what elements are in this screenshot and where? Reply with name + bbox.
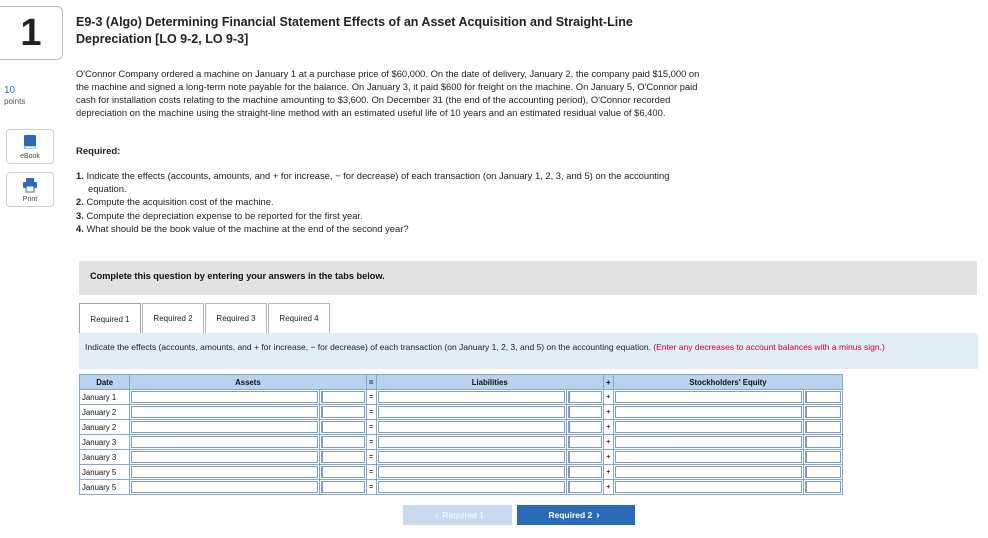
equals-sign: =: [366, 435, 376, 450]
liabilities-amount-input-box[interactable]: [568, 436, 602, 448]
assets-amount-input[interactable]: [320, 465, 366, 480]
header-date: Date: [80, 375, 130, 390]
equity-account-input-box[interactable]: [615, 451, 802, 463]
plus-sign: +: [603, 420, 613, 435]
required-heading: Required:: [76, 146, 121, 157]
equity-account-input-box[interactable]: [615, 436, 802, 448]
assets-account-input[interactable]: [130, 450, 320, 465]
plus-sign: +: [603, 405, 613, 420]
equals-sign: =: [366, 450, 376, 465]
requirement-item: [76, 195, 696, 208]
tab-required-1[interactable]: Required 1: [79, 303, 141, 334]
ebook-label: eBook: [20, 153, 40, 160]
header-equals: =: [366, 375, 376, 390]
liabilities-account-input[interactable]: [376, 465, 566, 480]
requirement-item: [76, 222, 696, 235]
liabilities-account-input[interactable]: [376, 390, 566, 405]
equity-account-input[interactable]: [613, 405, 803, 420]
assets-amount-input-box[interactable]: [321, 421, 364, 433]
equity-account-input[interactable]: [613, 465, 803, 480]
plus-sign: +: [603, 435, 613, 450]
assets-amount-input[interactable]: [320, 390, 366, 405]
assets-amount-input[interactable]: [320, 435, 366, 450]
table-row: [80, 450, 843, 465]
equity-amount-input[interactable]: [803, 450, 842, 465]
liabilities-amount-input-box[interactable]: [568, 406, 602, 418]
equity-amount-input[interactable]: [803, 480, 842, 495]
equity-account-input[interactable]: [613, 450, 803, 465]
question-title: E9-3 (Algo) Determining Financial Statement Effects of an Asset Acquisition and Straight-Line Depreciation [LO 9-2, LO 9-3]: [76, 15, 633, 46]
equals-sign: =: [366, 405, 376, 420]
liabilities-amount-input[interactable]: [566, 450, 603, 465]
requirement-text: What should be the book value of the machine at the end of the second year?: [86, 222, 409, 234]
assets-amount-input[interactable]: [320, 480, 366, 495]
equity-amount-input-box[interactable]: [805, 481, 841, 493]
liabilities-account-input-box[interactable]: [378, 436, 565, 448]
equity-amount-input-box[interactable]: [805, 406, 841, 418]
equity-amount-input-box[interactable]: [805, 421, 841, 433]
liabilities-account-input-box[interactable]: [378, 481, 565, 493]
instructions-note: (Enter any decreases to account balances with a minus sign.): [653, 342, 885, 352]
requirement-text: Compute the acquisition cost of the machine.: [86, 196, 274, 208]
date-cell: January 2: [80, 405, 130, 420]
equals-sign: =: [366, 480, 376, 495]
complete-banner: [79, 261, 977, 295]
requirement-item: [76, 209, 696, 222]
problem-statement: O'Connor Company ordered a machine on January 1 at a purchase price of $60,000. On the date of delivery, January 2, the company paid $15,000 on the machine and signed a long-term note payable for the balance. On January 3, it paid $600 for freight on the machine. On January 5, O'Connor paid cash for installation costs relating to the machine amounting to $3,600. On December 31 (the end of the accounting period), O'Connor recorded depreciation on the machine using the straight-line method with an estimated useful life of 10 years and an estimated residual value of $6,400.: [76, 68, 700, 119]
book-icon: [22, 134, 38, 150]
liabilities-account-input[interactable]: [376, 420, 566, 435]
assets-account-input[interactable]: [130, 480, 320, 495]
requirement-number: 2.: [76, 196, 84, 208]
equity-account-input[interactable]: [613, 390, 803, 405]
print-button[interactable]: [6, 172, 54, 207]
liabilities-amount-input-box[interactable]: [568, 391, 602, 403]
plus-sign: +: [603, 465, 613, 480]
equals-sign: =: [366, 420, 376, 435]
requirement-item: [76, 169, 696, 195]
assets-amount-input-box[interactable]: [321, 436, 364, 448]
prev-button[interactable]: [403, 505, 512, 525]
tab-required-4[interactable]: Required 4: [268, 303, 330, 333]
question-number: 1: [0, 6, 63, 60]
assets-amount-input[interactable]: [320, 405, 366, 420]
assets-account-input-box[interactable]: [131, 391, 318, 403]
equity-amount-input-box[interactable]: [805, 436, 841, 448]
liabilities-account-input-box[interactable]: [378, 466, 565, 478]
table-row: [80, 405, 843, 420]
equity-account-input[interactable]: [613, 435, 803, 450]
assets-amount-input-box[interactable]: [321, 451, 364, 463]
instructions-text: Indicate the effects (accounts, amounts, and + for increase, − for decrease) of each transaction (on January 1, 2, 3, and 5) on the accounting equation.: [85, 342, 651, 352]
liabilities-amount-input[interactable]: [566, 420, 603, 435]
requirement-number: 3.: [76, 209, 84, 221]
table-row: [80, 435, 843, 450]
date-cell: January 5: [80, 465, 130, 480]
plus-sign: +: [603, 480, 613, 495]
assets-amount-input[interactable]: [320, 450, 366, 465]
liabilities-account-input-box[interactable]: [378, 406, 565, 418]
assets-account-input-box[interactable]: [131, 451, 318, 463]
assets-account-input-box[interactable]: [131, 436, 318, 448]
liabilities-amount-input[interactable]: [566, 405, 603, 420]
next-button-label: Required 2: [548, 510, 593, 520]
header-plus: +: [603, 375, 613, 390]
liabilities-amount-input[interactable]: [566, 390, 603, 405]
points-label: points: [4, 97, 26, 106]
requirements-list: [76, 169, 696, 235]
equity-account-input-box[interactable]: [615, 421, 802, 433]
requirement-tabs: [79, 303, 331, 333]
chevron-left-icon: ‹: [435, 509, 439, 521]
print-label: Print: [22, 196, 38, 203]
table-header-row: [80, 375, 843, 390]
header-equity: Stockholders' Equity: [613, 375, 842, 390]
date-cell: January 5: [80, 480, 130, 495]
date-cell: January 3: [80, 435, 130, 450]
plus-sign: +: [603, 450, 613, 465]
assets-account-input-box[interactable]: [131, 481, 318, 493]
equity-amount-input[interactable]: [803, 420, 842, 435]
equity-account-input-box[interactable]: [615, 481, 802, 493]
instructions-box: [79, 333, 978, 369]
requirement-text: Compute the depreciation expense to be reported for the first year.: [86, 209, 363, 221]
equity-amount-input[interactable]: [803, 405, 842, 420]
table-row: [80, 465, 843, 480]
requirement-text: Indicate the effects (accounts, amounts, and + for increase, − for decrease) of each transaction (on January 1, 2, 3, and 5) on the accounting equation.: [86, 170, 670, 195]
assets-account-input-box[interactable]: [131, 466, 318, 478]
date-cell: January 2: [80, 420, 130, 435]
date-cell: January 3: [80, 450, 130, 465]
liabilities-amount-input-box[interactable]: [568, 421, 602, 433]
accounting-equation-table: [79, 374, 843, 495]
equity-account-input-box[interactable]: [615, 466, 802, 478]
assets-account-input[interactable]: [130, 435, 320, 450]
complete-banner-text: Complete this question by entering your answers in the tabs below.: [90, 271, 385, 281]
liabilities-account-input[interactable]: [376, 480, 566, 495]
equals-sign: =: [366, 465, 376, 480]
assets-account-input[interactable]: [130, 420, 320, 435]
next-button[interactable]: [517, 505, 635, 525]
equals-sign: =: [366, 390, 376, 405]
liabilities-amount-input-box[interactable]: [568, 481, 602, 493]
assets-amount-input-box[interactable]: [321, 481, 364, 493]
assets-amount-input-box[interactable]: [321, 391, 364, 403]
equity-account-input[interactable]: [613, 420, 803, 435]
assets-amount-input[interactable]: [320, 420, 366, 435]
liabilities-amount-input[interactable]: [566, 480, 603, 495]
liabilities-amount-input[interactable]: [566, 465, 603, 480]
assets-amount-input-box[interactable]: [321, 406, 364, 418]
equity-amount-input-box[interactable]: [805, 466, 841, 478]
table-row: [80, 480, 843, 495]
liabilities-account-input-box[interactable]: [378, 421, 565, 433]
assets-account-input-box[interactable]: [131, 406, 318, 418]
date-cell: January 1: [80, 390, 130, 405]
liabilities-account-input[interactable]: [376, 435, 566, 450]
chevron-right-icon: ›: [596, 509, 600, 521]
prev-button-label: Required 1: [442, 510, 484, 520]
equity-amount-input[interactable]: [803, 435, 842, 450]
header-liabilities: Liabilities: [376, 375, 603, 390]
liabilities-account-input-box[interactable]: [378, 451, 565, 463]
assets-amount-input-box[interactable]: [321, 466, 364, 478]
assets-account-input[interactable]: [130, 390, 320, 405]
equity-amount-input[interactable]: [803, 465, 842, 480]
liabilities-amount-input[interactable]: [566, 435, 603, 450]
equity-account-input-box[interactable]: [615, 406, 802, 418]
liabilities-amount-input-box[interactable]: [568, 451, 602, 463]
points-value: 10: [4, 85, 16, 96]
table-row: [80, 390, 843, 405]
requirement-number: 1.: [76, 170, 84, 181]
liabilities-account-input-box[interactable]: [378, 391, 565, 403]
equity-account-input[interactable]: [613, 480, 803, 495]
table-row: [80, 420, 843, 435]
equity-amount-input-box[interactable]: [805, 391, 841, 403]
liabilities-account-input[interactable]: [376, 450, 566, 465]
header-assets: Assets: [130, 375, 366, 390]
ebook-button[interactable]: [6, 129, 54, 164]
printer-icon: [22, 177, 38, 193]
equity-amount-input[interactable]: [803, 390, 842, 405]
assets-account-input-box[interactable]: [131, 421, 318, 433]
tab-required-3[interactable]: Required 3: [205, 303, 267, 333]
equity-account-input-box[interactable]: [615, 391, 802, 403]
liabilities-account-input[interactable]: [376, 405, 566, 420]
requirement-number: 4.: [76, 222, 84, 234]
assets-account-input[interactable]: [130, 465, 320, 480]
plus-sign: +: [603, 390, 613, 405]
tab-required-2[interactable]: Required 2: [142, 303, 204, 333]
equity-amount-input-box[interactable]: [805, 451, 841, 463]
assets-account-input[interactable]: [130, 405, 320, 420]
liabilities-amount-input-box[interactable]: [568, 466, 602, 478]
